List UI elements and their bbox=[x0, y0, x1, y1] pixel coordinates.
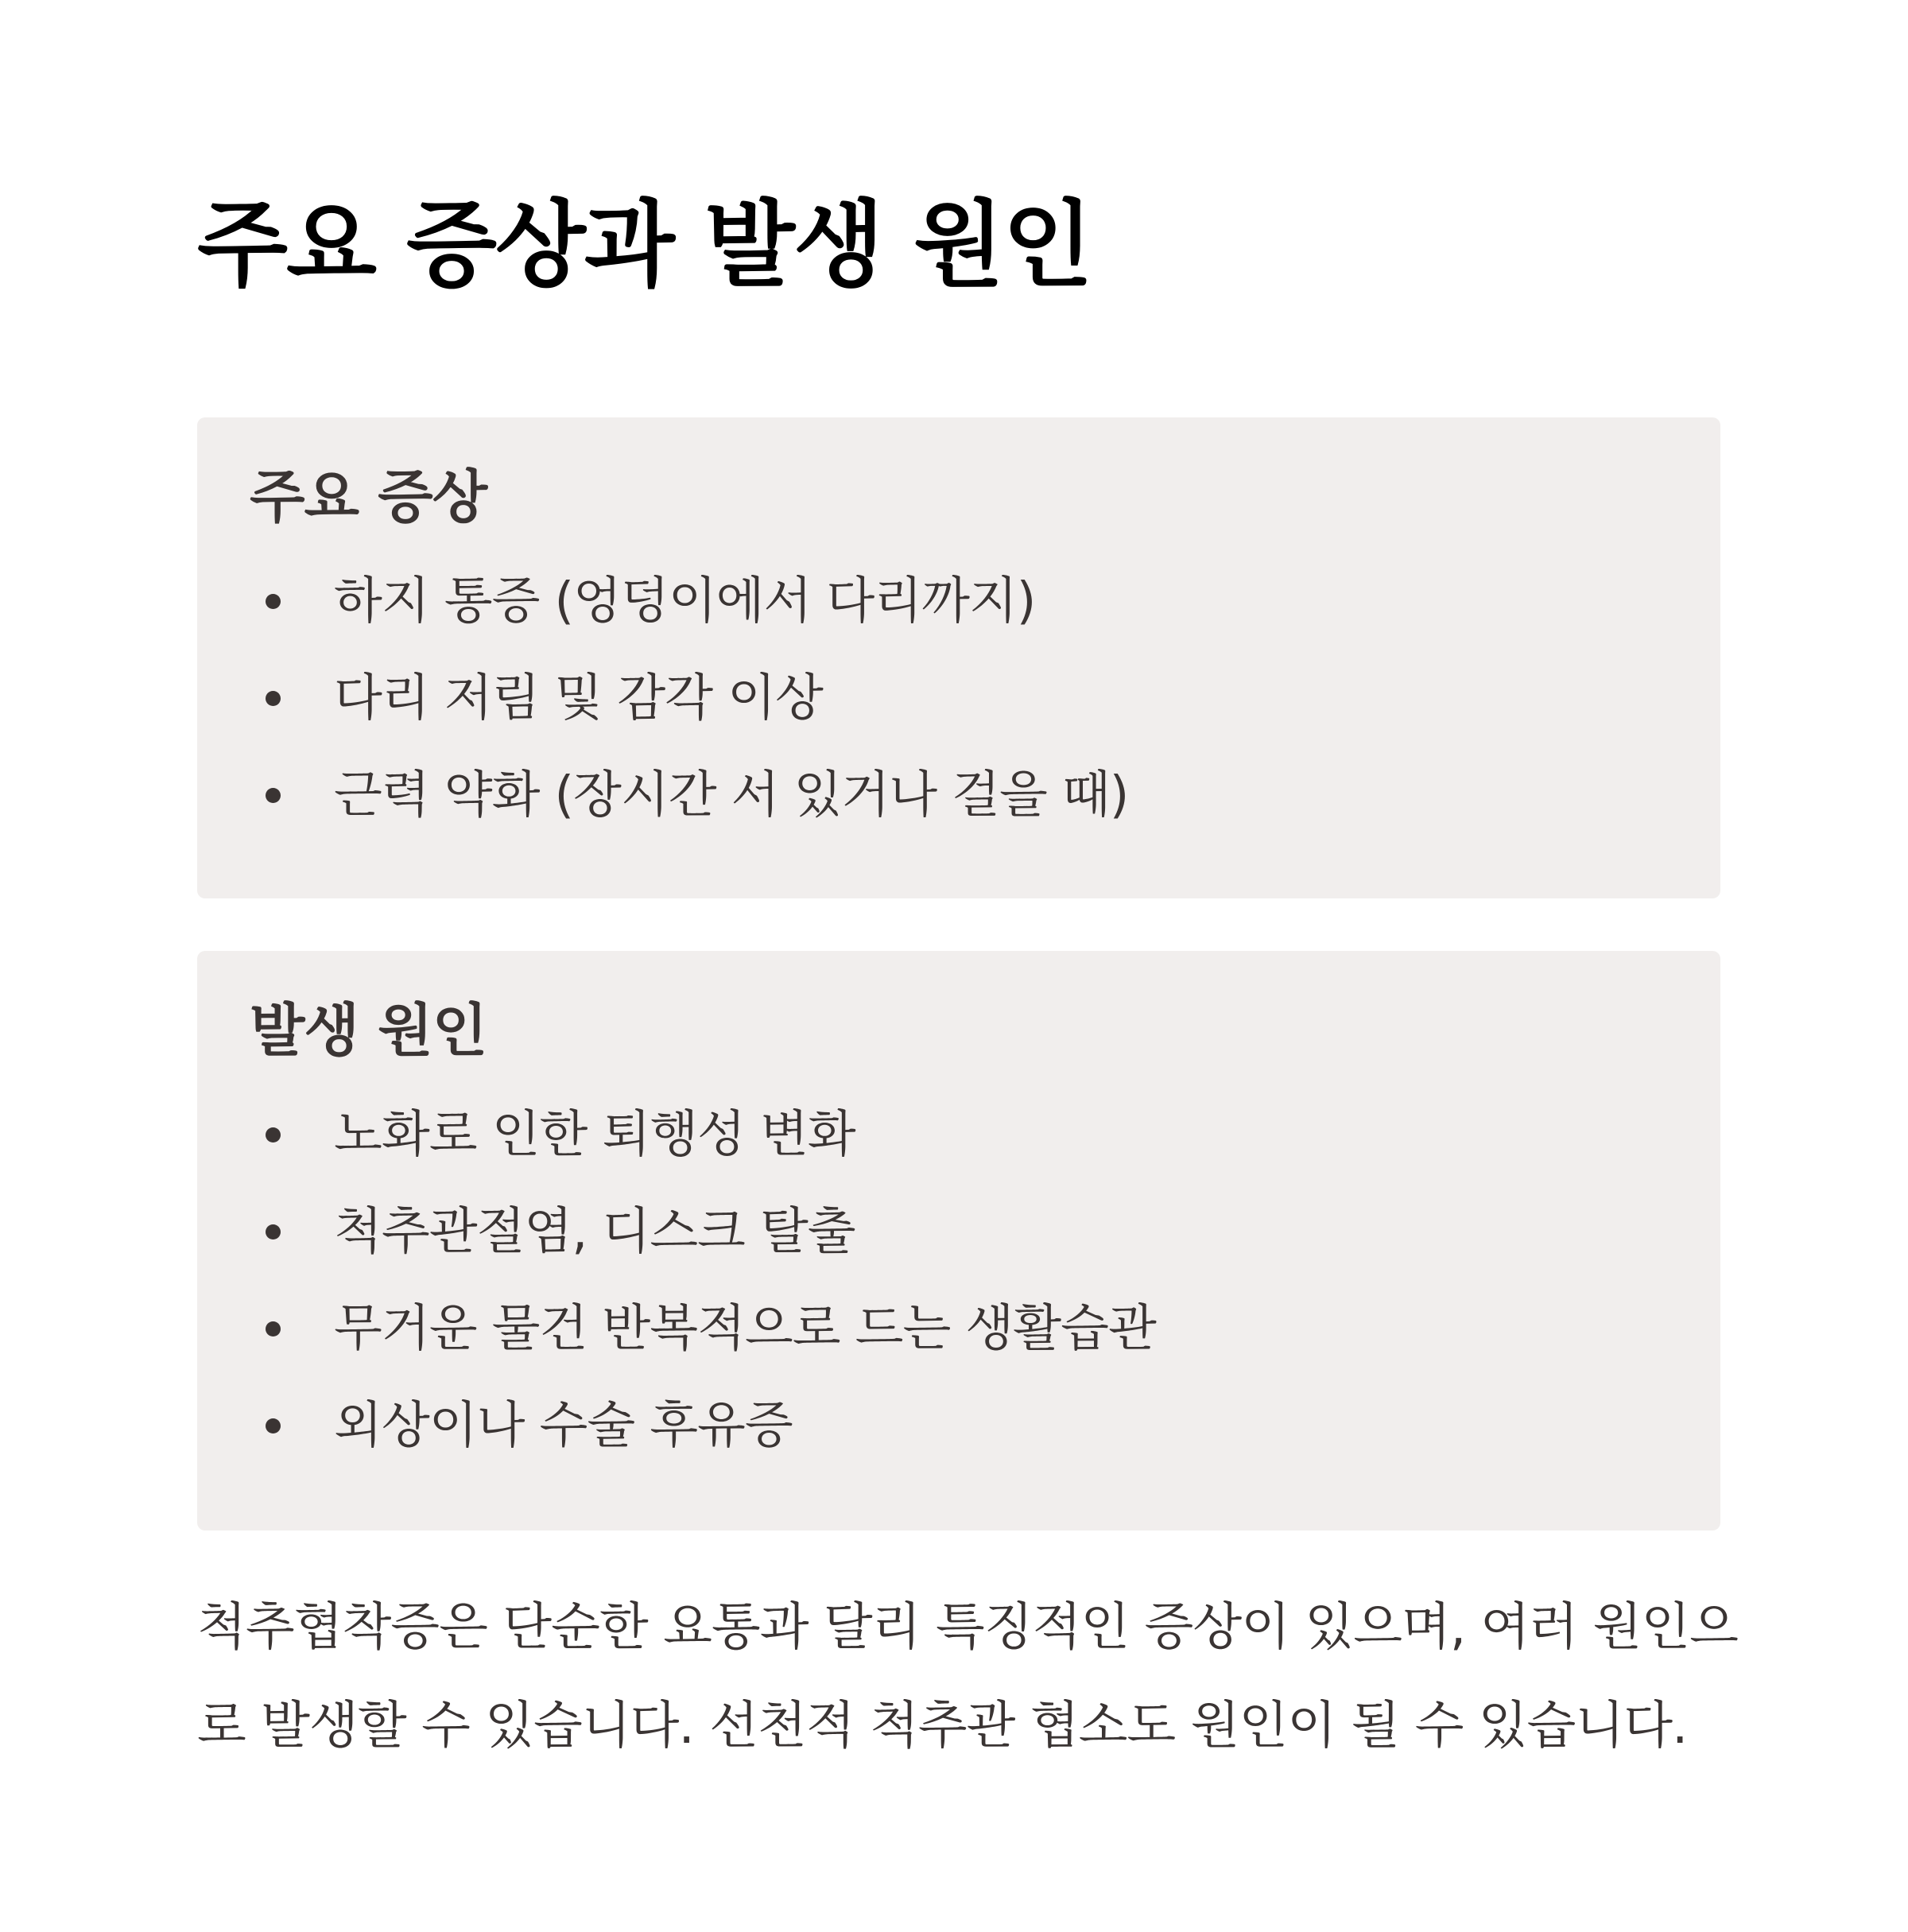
symptom-text: 다리 저림 및 감각 이상 bbox=[334, 669, 823, 727]
bullet-icon bbox=[266, 1224, 281, 1240]
causes-heading: 발생 원인 bbox=[250, 997, 487, 1064]
bullet-icon bbox=[266, 1418, 281, 1433]
symptoms-card bbox=[197, 417, 1720, 898]
bullet-icon bbox=[266, 691, 281, 706]
summary-line: 척추협착증은 단순한 요통과 달리 특징적인 증상이 있으며, 여러 원인으 bbox=[197, 1598, 1738, 1657]
bullet-icon bbox=[266, 1321, 281, 1336]
page-title: 주요 증상과 발생 원인 bbox=[197, 190, 1092, 300]
symptom-text: 근력 약화 (장시간 서 있거나 걸을 때) bbox=[334, 766, 1129, 824]
causes-card bbox=[197, 951, 1720, 1530]
cause-text: 외상이나 수술 후유증 bbox=[334, 1396, 793, 1454]
cause-text: 척추관절염, 디스크 탈출 bbox=[334, 1202, 855, 1260]
summary-paragraph bbox=[197, 1578, 1738, 1775]
bullet-icon bbox=[266, 788, 281, 803]
cause-text: 무거운 물건 반복적으로 드는 생활습관 bbox=[334, 1299, 1156, 1357]
bullet-icon bbox=[266, 1127, 281, 1143]
cause-text: 노화로 인한 퇴행성 변화 bbox=[334, 1105, 855, 1163]
bullet-icon bbox=[266, 594, 281, 609]
symptom-text: 하지 통증 (엉덩이에서 다리까지) bbox=[334, 572, 1036, 630]
symptoms-heading: 주요 증상 bbox=[250, 464, 487, 530]
summary-line: 로 발생할 수 있습니다. 선천적 척추관 협소도 원인이 될 수 있습니다. bbox=[197, 1697, 1688, 1755]
